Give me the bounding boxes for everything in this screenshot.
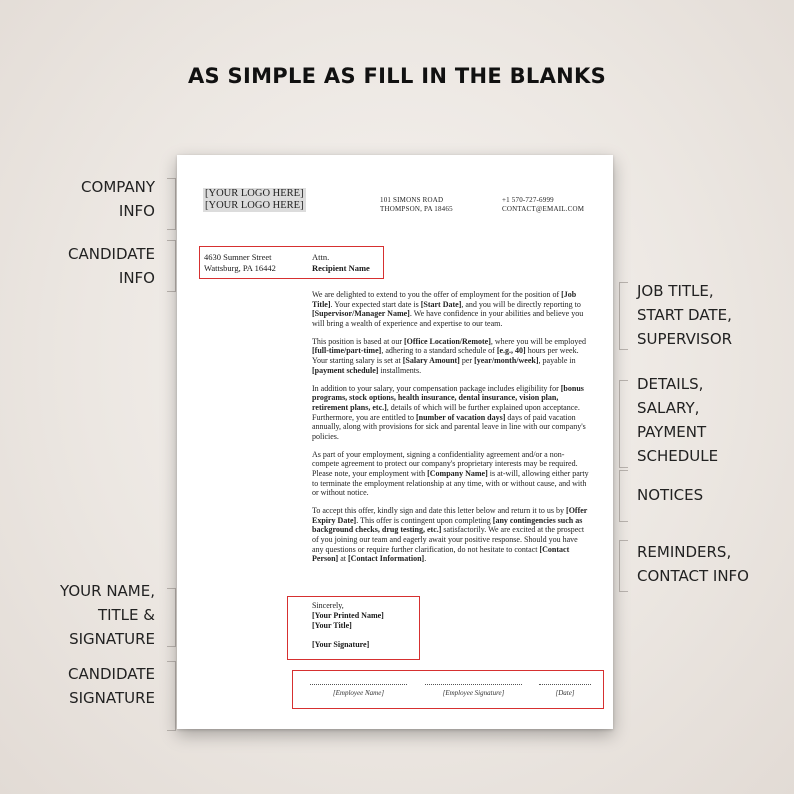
paragraph-compensation	[312, 384, 590, 442]
company-email: CONTACT@EMAIL.COM	[502, 205, 585, 213]
sincerely: Sincerely,	[312, 601, 344, 610]
date-line	[539, 684, 591, 685]
body-text-segment: This position is based at our	[312, 336, 404, 346]
placeholder-field: [Start Date]	[420, 299, 462, 309]
company-contact	[502, 196, 584, 214]
body-text-segment: , details of which will be further explained upon acceptance. Furthermore, you are entitled to	[312, 402, 580, 422]
label-your-name-title-signature: YOUR NAME, TITLE & SIGNATURE	[60, 582, 155, 648]
candidate-city: Wattsburg, PA 16442	[204, 262, 276, 273]
date-label: [Date]	[555, 689, 575, 697]
body-text-segment: satisfactorily. We are excited at the prospect of you joining our team and eagerly await your positive response. Should you have any questions or require further clarification, do not hesitate to contact	[312, 525, 585, 554]
placeholder-field: [full-time/part-time]	[312, 346, 382, 356]
body-text-segment: . Your expected start date is	[330, 299, 421, 309]
body-text-segment: per	[459, 356, 475, 366]
body-text-segment: days of paid vacation annually, along with provisions for sick and parental leave in line with our company's policies.	[312, 412, 586, 441]
bracket-notices	[619, 470, 628, 522]
employee-name-label: [Employee Name]	[332, 689, 385, 697]
headline: AS SIMPLE AS FILL IN THE BLANKS	[187, 64, 607, 88]
printed-name: [Your Printed Name]	[312, 611, 384, 620]
placeholder-field: [Offer Expiry Date]	[312, 506, 588, 525]
employee-signature-label: [Employee Signature]	[442, 689, 505, 697]
body-text-segment: As part of your employment, signing a confidentiality agreement and/or a non-compete agreement to protect our company's proprietary interests may be required. Please note, your employment with	[312, 449, 578, 478]
placeholder-field: [any contingencies such as background checks, drug testing, etc.]	[312, 515, 583, 535]
bracket-company-info	[167, 178, 176, 230]
placeholder-field: [Company Name]	[427, 469, 488, 478]
placeholder-field: [payment schedule]	[312, 365, 379, 375]
recipient-block	[312, 252, 370, 273]
placeholder-field: [year/month/week]	[474, 356, 539, 366]
your-signature: [Your Signature]	[312, 640, 370, 649]
label-details-salary-payment-schedule: DETAILS, SALARY, PAYMENT SCHEDULE	[637, 375, 719, 465]
label-candidate-info: CANDIDATE INFO	[68, 245, 155, 287]
body-text-segment: , and you will be directly reporting to	[461, 299, 581, 309]
bracket-candidate-info	[167, 240, 176, 292]
label-company-info: COMPANY INFO	[81, 178, 155, 220]
body-text-segment: , payable in	[538, 356, 576, 366]
body-text-segment: hours per week. Your starting salary is set at	[312, 346, 579, 366]
body-text-segment: , adhering to a standard schedule of	[381, 346, 497, 356]
paragraph-reminders	[312, 506, 590, 564]
employee-signature-line	[425, 684, 522, 685]
bracket-candidate-signature	[167, 661, 176, 731]
placeholder-field: [Office Location/Remote]	[404, 336, 491, 346]
placeholder-field: [Supervisor/Manager Name]	[312, 309, 410, 319]
placeholder-field: [e.g., 40]	[496, 346, 526, 356]
body-text-segment: at	[338, 554, 348, 564]
bracket-job-title	[619, 282, 628, 350]
placeholder-field: [Job Title]	[312, 290, 577, 309]
address-line-1: 101 SIMONS ROAD	[380, 196, 444, 204]
placeholder-field: [Contact Information]	[348, 554, 425, 564]
company-phone: +1 570-727-6999	[502, 196, 554, 204]
bracket-your-name	[167, 588, 176, 647]
signature-block	[312, 601, 384, 650]
address-line-2: THOMPSON, PA 18465	[380, 205, 453, 213]
body-text-segment: installments.	[378, 365, 422, 375]
label-job-title-start-date-supervisor: JOB TITLE, START DATE, SUPERVISOR	[637, 282, 733, 348]
label-candidate-signature: CANDIDATE SIGNATURE	[68, 665, 155, 707]
candidate-address	[204, 252, 276, 273]
body-text-segment: To accept this offer, kindly sign and date this letter below and return it to us by	[312, 506, 567, 516]
logo-line-1: [YOUR LOGO HERE]	[205, 188, 304, 199]
body-text-segment: In addition to your salary, your compensation package includes eligibility for	[312, 383, 561, 393]
bracket-details	[619, 380, 628, 468]
attn-label: Attn.	[312, 252, 330, 262]
company-address	[380, 196, 453, 214]
bracket-reminders	[619, 540, 628, 592]
paragraph-notices	[312, 450, 590, 498]
body-text-segment: is at-will, allowing either party to terminate the employment relationship at any time, with or without cause, and with or without notice.	[312, 469, 589, 498]
candidate-street: 4630 Sumner Street	[204, 252, 272, 262]
recipient-name: Recipient Name	[312, 262, 370, 273]
label-reminders-contact-info: REMINDERS, CONTACT INFO	[637, 543, 749, 585]
placeholder-field: [Contact Person]	[312, 544, 570, 564]
letter-body	[312, 290, 590, 572]
body-text-segment: .	[424, 554, 427, 564]
offer-letter-page	[177, 155, 613, 729]
label-notices: NOTICES	[637, 486, 704, 504]
candidate-info-highlight	[199, 246, 384, 279]
body-text-segment: , where you will be employed	[490, 336, 586, 346]
body-text-segment: We are delighted to extend to you the offer of employment for the position of	[312, 290, 562, 299]
placeholder-field: [bonus programs, stock options, health insurance, dental insurance, vision plan, retirement plans, etc.]	[312, 383, 584, 412]
body-text-segment: . We have confidence in your abilities and believe you will bring a wealth of experience and expertise to our team.	[312, 309, 584, 328]
your-title: [Your Title]	[312, 621, 352, 630]
logo-placeholder	[203, 188, 306, 212]
paragraph-details-salary	[312, 337, 590, 375]
employee-name-line	[310, 684, 407, 685]
body-text-segment: . This offer is contingent upon completing	[356, 515, 493, 525]
paragraph-job-title	[312, 290, 590, 328]
placeholder-field: [Salary Amount]	[402, 356, 460, 366]
placeholder-field: [number of vacation days]	[415, 412, 506, 422]
logo-line-2: [YOUR LOGO HERE]	[205, 200, 304, 211]
